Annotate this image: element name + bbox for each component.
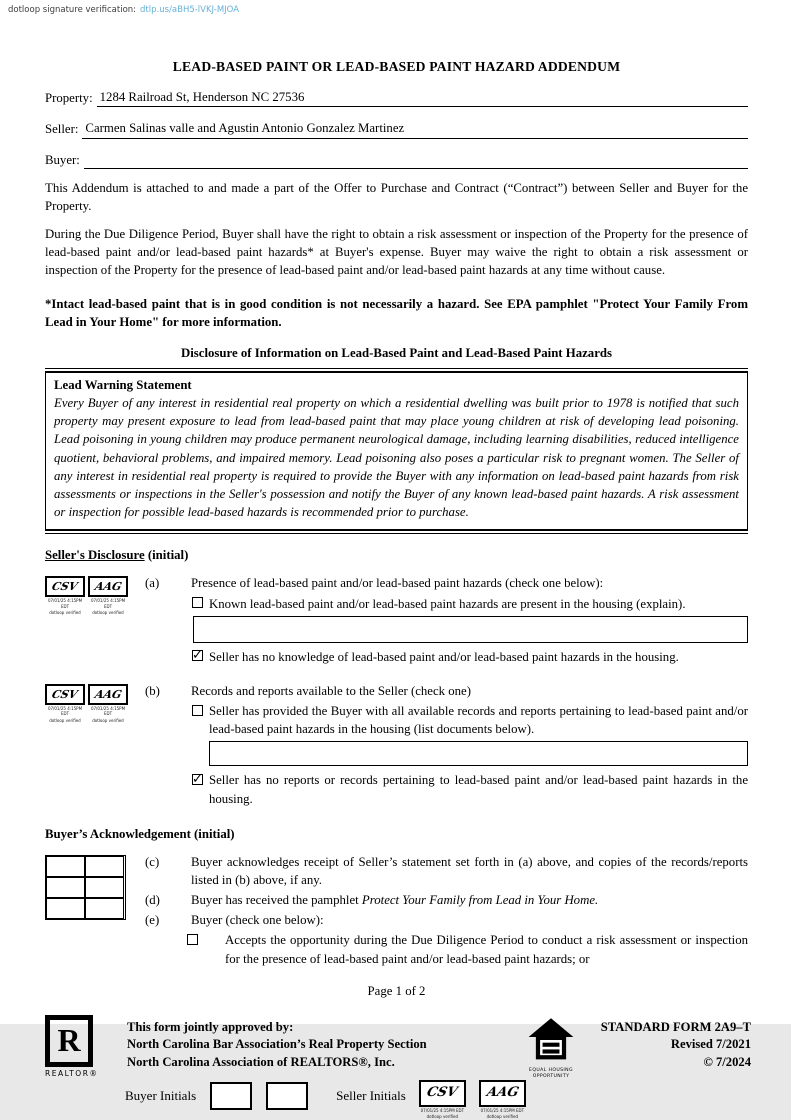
verification-bar bbox=[8, 4, 239, 16]
lead-warning-title: Lead Warning Statement bbox=[54, 378, 192, 393]
buyer-initial-cell[interactable] bbox=[85, 877, 124, 898]
stamp-timestamp: 07/01/25 4:15PM EDT bbox=[90, 598, 126, 609]
buyer-row bbox=[45, 151, 748, 169]
form-number: STANDARD FORM 2A9–T bbox=[600, 1019, 751, 1034]
approved-line: North Carolina Association of REALTORS®, Inc. bbox=[127, 1054, 395, 1069]
property-label: Property: bbox=[45, 91, 93, 106]
seller2-footer-stamp[interactable] bbox=[479, 1080, 526, 1120]
option-accepts-label: Accepts the opportunity during the Due Diligence Period to conduct a risk assessment or inspection for the presence of lead-based paint and/or lead-based paint hazards; or bbox=[225, 933, 748, 966]
option-known-hazards bbox=[191, 595, 748, 613]
approved-line: This form jointly approved by: bbox=[127, 1019, 294, 1034]
seller1-initial-stamp[interactable] bbox=[45, 684, 85, 723]
item-e-text: Buyer (check one below): bbox=[191, 913, 324, 928]
seller1-footer-initial-box[interactable] bbox=[419, 1080, 466, 1107]
buyers-acknowledgement-heading: Buyer’s Acknowledgement (initial) bbox=[45, 826, 235, 841]
property-field[interactable] bbox=[97, 88, 748, 107]
buyer-initial-cell[interactable] bbox=[85, 898, 124, 919]
item-e-label: (e) bbox=[145, 913, 160, 928]
paragraph-intact-warning: *Intact lead-based paint that is in good condition is not necessarily a hazard. See EPA pamphlet "Protect Your Family From Lead in Your Home" for more information. bbox=[45, 296, 748, 329]
seller-initial-stamps-b bbox=[45, 682, 145, 808]
option-known-hazards-label: Known lead-based paint and/or lead-based paint hazards are present in the housing (explain). bbox=[209, 596, 686, 611]
buyer-field[interactable] bbox=[84, 152, 748, 169]
disclosure-heading: Disclosure of Information on Lead-Based Paint and Lead-Based Paint Hazards bbox=[181, 345, 612, 360]
seller1-initial-box[interactable] bbox=[45, 684, 85, 705]
seller1-initial-box[interactable] bbox=[45, 576, 85, 597]
approval-text bbox=[113, 1011, 516, 1071]
item-b-prompt: Records and reports available to the Seller (check one) bbox=[191, 683, 471, 698]
seller-field[interactable] bbox=[82, 119, 748, 138]
option-no-reports bbox=[191, 771, 748, 807]
seller2-initial-stamp[interactable] bbox=[88, 576, 128, 615]
seller1-initials: CSV bbox=[50, 687, 80, 701]
buyer-initial-cell[interactable] bbox=[46, 856, 85, 877]
seller-item-b bbox=[45, 682, 748, 808]
item-b-label: (b) bbox=[145, 683, 160, 698]
property-row bbox=[45, 88, 748, 107]
checkbox-records-provided[interactable] bbox=[192, 705, 203, 716]
buyer-label: Buyer: bbox=[45, 152, 80, 167]
realtor-logo-icon: R bbox=[45, 1015, 93, 1067]
paragraph-attached: This Addendum is attached to and made a part of the Offer to Purchase and Contract (“Contract”) between Seller and Buyer for the Property. bbox=[45, 180, 748, 213]
lead-warning-box bbox=[45, 368, 748, 534]
page-title: LEAD-BASED PAINT OR LEAD-BASED PAINT HAZARD ADDENDUM bbox=[172, 59, 621, 74]
checkbox-accepts-inspection[interactable] bbox=[187, 934, 198, 945]
seller2-initials: AAG bbox=[484, 1085, 521, 1101]
seller2-footer-initial-box[interactable] bbox=[479, 1080, 526, 1107]
equal-housing-logo bbox=[516, 1011, 586, 1080]
seller-initial-stamps-a bbox=[45, 574, 145, 665]
stamp-verified-label: dotloop verified bbox=[486, 1114, 519, 1120]
verification-label: dotloop signature verification: bbox=[8, 5, 137, 15]
item-d-text: Buyer has received the pamphlet Protect Your Family from Lead in Your Home. bbox=[191, 893, 599, 908]
equal-housing-text: EQUAL HOUSING OPPORTUNITY bbox=[529, 1068, 573, 1080]
seller-value: Carmen Salinas valle and Agustin Antonio Gonzalez Martinez bbox=[85, 121, 405, 136]
buyer-initial-box-1[interactable] bbox=[210, 1082, 252, 1110]
stamp-timestamp: 07/01/25 4:15PM EDT bbox=[47, 598, 83, 609]
option-no-knowledge bbox=[191, 648, 748, 666]
item-c-row bbox=[145, 853, 748, 889]
option-no-reports-label: Seller has no reports or records pertaining to lead-based paint and/or lead-based paint hazards in the housing. bbox=[209, 773, 748, 806]
item-c-text: Buyer acknowledges receipt of Seller’s statement set forth in (a) above, and copies of the records/reports listed in (b) above, if any. bbox=[191, 854, 748, 887]
item-a-label: (a) bbox=[145, 576, 160, 591]
option-records-provided bbox=[191, 702, 748, 738]
seller1-initials: CSV bbox=[50, 580, 80, 594]
buyer-initial-cell[interactable] bbox=[46, 877, 85, 898]
lead-warning-body: Every Buyer of any interest in residential real property on which a residential dwelling was built prior to 1978 is notified that such property may present exposure to lead from lead-based paint that may place young children at risk of developing lead poisoning. Lead poisoning in young children may produce permanent neurological damage, including learning disabilities, reduced intelligence quotient, behavioral problems, and impaired memory. Lead poisoning also poses a particular risk to pregnant women. The Seller of any interest in residential real property is required to provide the Buyer with any information on lead-based paint hazards from risk assessments or inspections in the Seller's possession and notify the Buyer of any known lead-based paint hazards. A risk assessment or inspection for possible lead-based hazards is recommended prior to purchase. bbox=[54, 396, 739, 520]
item-c-label: (c) bbox=[145, 854, 160, 869]
buyer-initial-cell[interactable] bbox=[85, 856, 124, 877]
option-no-knowledge-label: Seller has no knowledge of lead-based paint and/or lead-based paint hazards in the housing. bbox=[209, 649, 679, 664]
equal-housing-icon bbox=[526, 1017, 576, 1063]
form-info bbox=[586, 1011, 751, 1071]
seller2-initials: AAG bbox=[93, 687, 123, 701]
buyer-initial-cell[interactable] bbox=[46, 898, 85, 919]
approved-line: North Carolina Bar Association’s Real Property Section bbox=[127, 1037, 427, 1052]
seller2-initial-box[interactable] bbox=[88, 684, 128, 705]
seller1-initials: CSV bbox=[425, 1085, 460, 1101]
buyer-initials-label: Buyer Initials bbox=[125, 1088, 197, 1104]
seller-initials-label: Seller Initials bbox=[336, 1088, 406, 1104]
option-accepts bbox=[145, 931, 748, 967]
form-copyright: © 7/2024 bbox=[703, 1054, 751, 1069]
stamp-verified-label: dotloop verified bbox=[49, 610, 81, 616]
stamp-timestamp: 07/01/25 4:15PM EDT bbox=[420, 1108, 465, 1114]
verification-link[interactable]: dtlp.us/aBH5-lVKJ-MJOA bbox=[140, 5, 240, 15]
checkbox-no-reports-checked[interactable] bbox=[192, 774, 203, 785]
explain-input[interactable] bbox=[193, 616, 748, 643]
seller-label: Seller: bbox=[45, 122, 79, 137]
stamp-verified-label: dotloop verified bbox=[92, 717, 124, 723]
stamp-timestamp: 07/01/25 4:15PM EDT bbox=[480, 1108, 525, 1114]
option-records-provided-label: Seller has provided the Buyer with all available records and reports pertaining to lead-based paint and/or lead-based paint hazards in the housing (list documents below). bbox=[209, 704, 748, 737]
checkbox-known-hazards[interactable] bbox=[192, 597, 203, 608]
stamp-verified-label: dotloop verified bbox=[426, 1114, 459, 1120]
seller2-initial-box[interactable] bbox=[88, 576, 128, 597]
sellers-disclosure-heading: Seller's Disclosure (initial) bbox=[45, 548, 189, 563]
page-indicator: Page 1 of 2 bbox=[367, 983, 426, 998]
item-d-label: (d) bbox=[145, 893, 160, 908]
stamp-timestamp: 07/01/25 4:15PM EDT bbox=[47, 705, 83, 717]
realtor-logo-text: REALTOR® bbox=[45, 1068, 99, 1078]
buyer-initials-grid bbox=[45, 851, 145, 968]
stamp-verified-label: dotloop verified bbox=[49, 717, 81, 723]
realtor-logo bbox=[45, 1011, 113, 1080]
paragraph-due-diligence: During the Due Diligence Period, Buyer shall have the right to obtain a risk assessment or inspection of the Property for the presence of lead-based paint and/or lead-based paint hazards* at Buyer's expense. Buyer may waive the right to obtain a risk assessment or inspection of the Property for the presence of lead-based paint and/or lead-based paint hazards at any time without cause. bbox=[45, 227, 748, 278]
form-revised: Revised 7/2021 bbox=[670, 1037, 751, 1052]
seller-item-a bbox=[45, 574, 748, 665]
seller1-footer-stamp[interactable] bbox=[419, 1080, 466, 1120]
pamphlet-title: Protect Your Family from Lead in Your Home. bbox=[361, 893, 599, 908]
footer bbox=[0, 1011, 791, 1080]
seller-row bbox=[45, 119, 748, 138]
buyer-initial-box-2[interactable] bbox=[266, 1082, 308, 1110]
buyers-acknowledgement-section bbox=[45, 851, 748, 968]
stamp-timestamp: 07/01/25 4:15PM EDT bbox=[90, 705, 126, 717]
documents-input[interactable] bbox=[209, 741, 748, 766]
item-e-row bbox=[145, 911, 748, 929]
seller1-initial-stamp[interactable] bbox=[45, 576, 85, 615]
checkbox-no-knowledge-checked[interactable] bbox=[192, 650, 203, 661]
property-value: 1284 Railroad St, Henderson NC 27536 bbox=[99, 90, 305, 105]
seller2-initials: AAG bbox=[93, 580, 123, 594]
stamp-verified-label: dotloop verified bbox=[92, 610, 124, 616]
initials-row bbox=[0, 1080, 791, 1120]
item-d-row bbox=[145, 891, 748, 909]
seller2-initial-stamp[interactable] bbox=[88, 684, 128, 723]
item-a-prompt: Presence of lead-based paint and/or lead-based paint hazards (check one below): bbox=[191, 576, 604, 591]
